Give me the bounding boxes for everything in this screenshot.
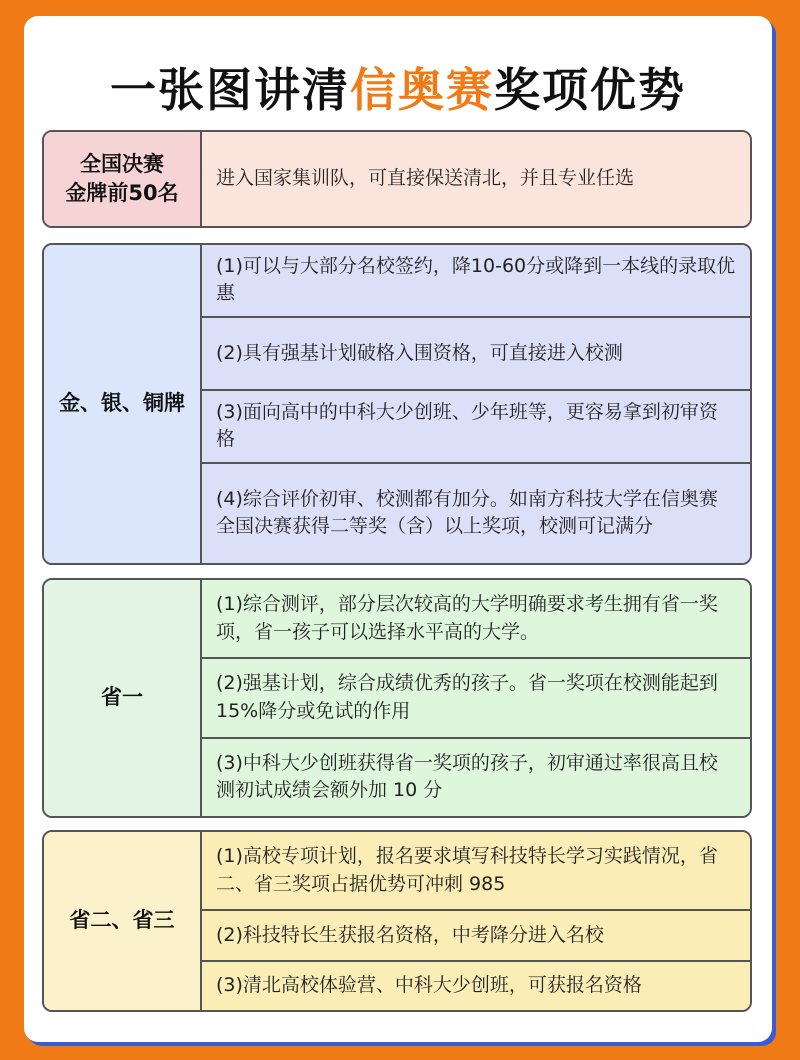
title-prefix: 一张图讲清 [110, 63, 350, 117]
title-highlight: 信奥赛 [350, 63, 494, 117]
section-label [44, 132, 202, 226]
section-province-second-third [42, 830, 752, 1012]
list-item: (2)具有强基计划破格入围资格，可直接进入校测 [202, 316, 750, 389]
label-line-1: 全国决赛 [79, 151, 164, 176]
list-item: (1)可以与大部分名校签约，降10-60分或降到一本线的录取优惠 [216, 254, 736, 305]
section-medals [42, 243, 752, 565]
list-item: (1)高校专项计划，报名要求填写科技特长学习实践情况，省二、省三奖项占据优势可冲刺 985 [216, 845, 718, 895]
list-item: (3)中科大少创班获得省一奖项的孩子，初审通过率很高且校测初试成绩会额外加 10 分 [202, 737, 750, 816]
section-items [202, 580, 750, 816]
section-label: 省二、省三 [44, 832, 202, 1010]
label-line-2: 金牌前50名 [65, 181, 179, 205]
list-item: (2)强基计划，综合成绩优秀的孩子。省一奖项在校测能起到15%降分或免试的作用 [202, 657, 750, 736]
section-national-gold [42, 130, 752, 228]
list-item: (3)清北高校体验营、中科大少创班，可获报名资格 [202, 960, 750, 1010]
section-items [202, 132, 750, 226]
section-label: 金、银、铜牌 [44, 245, 202, 563]
section-province-first [42, 578, 752, 818]
title-suffix: 奖项优势 [494, 63, 686, 117]
list-item: (3)面向高中的中科大少创班、少年班等，更容易拿到初审资格 [202, 389, 750, 462]
list-item: (4)综合评价初审、校测都有加分。如南方科技大学在信奥赛全国决赛获得二等奖（含）以上奖项，校测可记满分 [202, 462, 750, 563]
section-items [202, 245, 750, 563]
list-item: (2)科技特长生获报名资格，中考降分进入名校 [202, 909, 750, 959]
list-item: 进入国家集训队，可直接保送清北，并且专业任选 [216, 167, 635, 190]
page-title [24, 54, 772, 120]
list-item: (1)综合测评，部分层次较高的大学明确要求考生拥有省一奖项，省一孩子可以选择水平高的大学。 [216, 593, 718, 643]
section-label: 省一 [44, 580, 202, 816]
section-items [202, 832, 750, 1010]
